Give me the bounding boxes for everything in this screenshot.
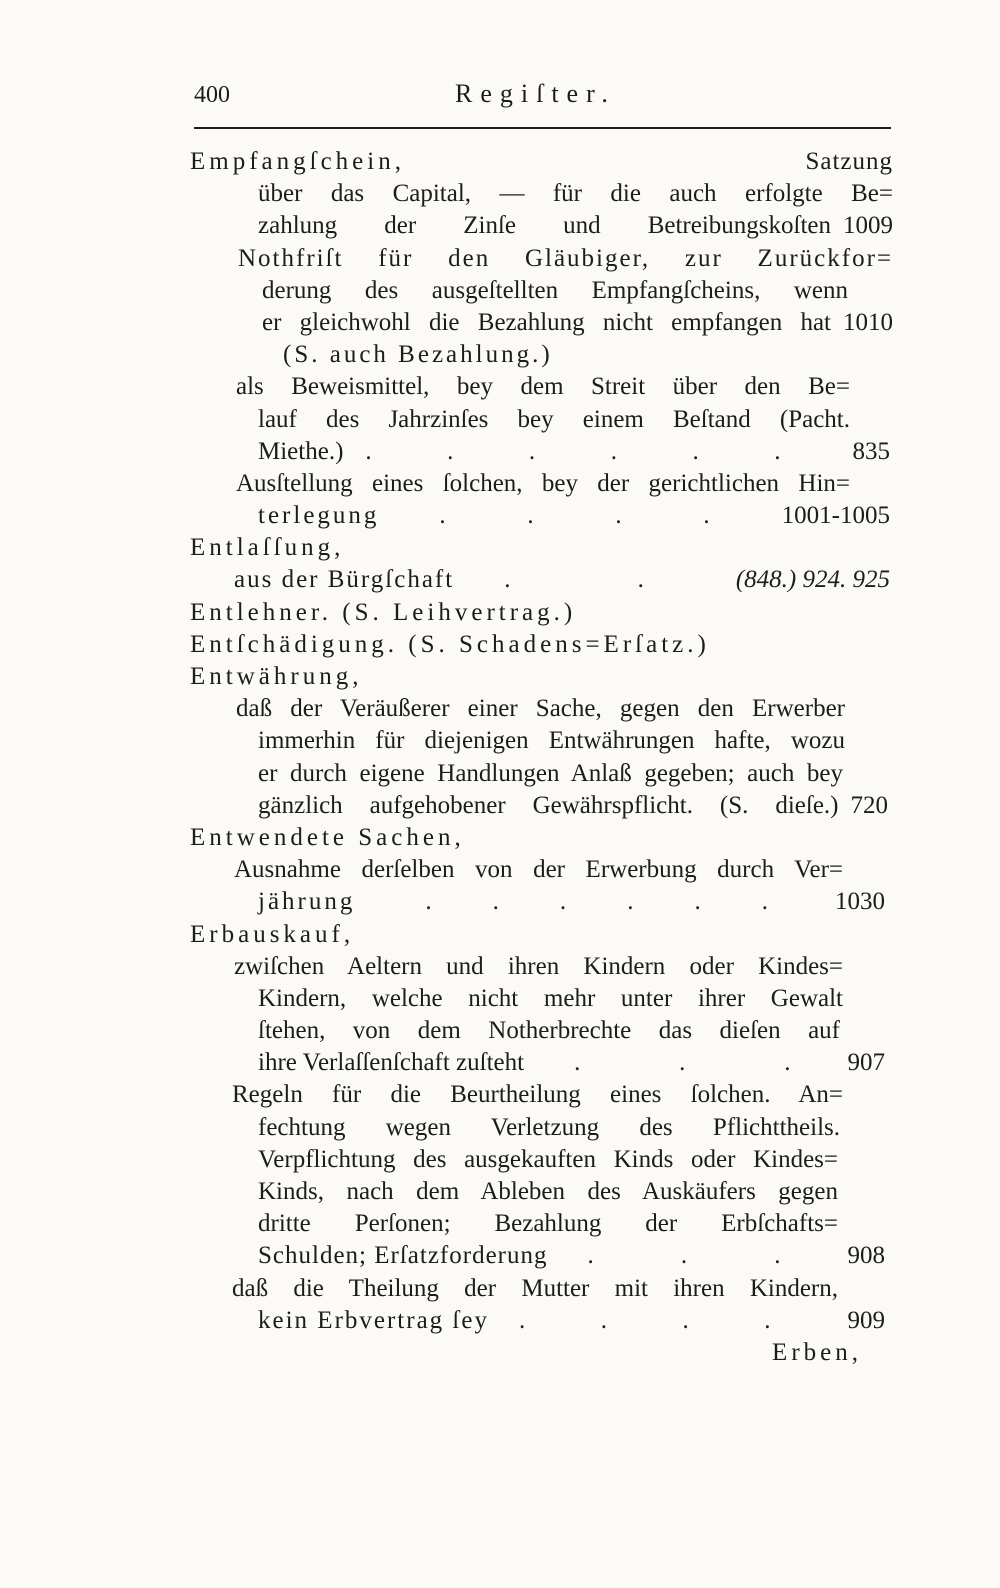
index-line-text: kein Erbvertrag ſey bbox=[258, 1306, 489, 1334]
index-line bbox=[258, 1144, 838, 1176]
index-line-text: immerhin für diejenigen Entwährungen hafte, wozu bbox=[258, 727, 845, 755]
index-line bbox=[236, 468, 850, 500]
dot-leader: . . . bbox=[587, 1242, 781, 1270]
index-subentry-start: Satzung bbox=[805, 148, 893, 175]
index-headword: Entſchädigung. (S. Schadens=Erſatz.) bbox=[190, 630, 710, 658]
index-line-text: dritte Perſonen; Bezahlung der Erbſchafts= bbox=[258, 1210, 838, 1238]
index-line-text: derung des ausgeſtellten Empfangſcheins, wenn bbox=[262, 276, 848, 304]
index-line bbox=[232, 1273, 838, 1305]
page-reference: (848.) 924. 925 bbox=[735, 566, 890, 594]
index-line bbox=[258, 725, 845, 757]
dot-leader: . . . . . . bbox=[365, 437, 781, 465]
index-line-text: er gleichwohl die Bezahlung nicht empfangen hat bbox=[262, 308, 831, 336]
index-line bbox=[236, 371, 850, 403]
register-entries bbox=[0, 146, 1000, 1369]
index-headword: Entwendete Sachen, bbox=[190, 823, 465, 851]
index-line-text: über das Capital, — für die auch erfolgte Be= bbox=[258, 180, 893, 208]
index-line-text: lauf des Jahrzinſes bey einem Beſtand (Pacht. bbox=[258, 405, 850, 433]
index-line-text: aus der Bürgſchaft bbox=[234, 566, 455, 594]
index-line-text: zahlung der Zinſe und Betreibungskoſten bbox=[258, 212, 831, 240]
index-line-text: Kinds, nach dem Ableben des Auskäufers gegen bbox=[258, 1178, 838, 1205]
page-reference: 1030 bbox=[835, 888, 885, 916]
index-line-text: terlegung bbox=[258, 502, 380, 530]
index-line bbox=[234, 854, 843, 886]
page-number: 400 bbox=[194, 82, 230, 108]
index-line bbox=[258, 210, 893, 242]
dot-leader: . . . . . . bbox=[425, 888, 768, 916]
index-line bbox=[262, 307, 893, 339]
page-reference: 835 bbox=[852, 437, 890, 465]
index-headword: Erbauskauf, bbox=[190, 920, 355, 948]
index-line bbox=[238, 243, 893, 275]
index-line bbox=[258, 1208, 838, 1240]
index-line-text: Miethe.) bbox=[258, 437, 344, 465]
index-line bbox=[258, 1305, 885, 1337]
dot-leader: . . . bbox=[574, 1049, 791, 1077]
index-line-text: daß die Theilung der Mutter mit ihren Kindern, bbox=[232, 1274, 838, 1302]
cross-reference-line bbox=[283, 339, 683, 371]
index-line bbox=[258, 436, 890, 468]
page-reference: 909 bbox=[847, 1306, 885, 1334]
index-headword-line bbox=[190, 661, 590, 693]
index-line bbox=[258, 1240, 885, 1272]
index-headword-line bbox=[190, 822, 590, 854]
index-line bbox=[258, 1015, 840, 1047]
cross-reference: (S. auch Bezahlung.) bbox=[283, 341, 553, 369]
index-line-text: Nothfriſt für den Gläubiger, zur Zurückfor= bbox=[238, 244, 893, 272]
index-line-text: ſtehen, von dem Notherbrechte das dieſen auf bbox=[258, 1017, 840, 1045]
index-line bbox=[258, 758, 843, 790]
index-line-text: als Beweismittel, bey dem Streit über den Be= bbox=[236, 373, 850, 401]
index-headword-line bbox=[190, 532, 590, 564]
catchword: Erben, bbox=[772, 1338, 862, 1366]
page-reference: 908 bbox=[847, 1242, 885, 1270]
index-line bbox=[262, 275, 848, 307]
index-headword-line bbox=[190, 597, 790, 629]
index-line bbox=[234, 564, 890, 596]
index-line-text: Verpflichtung des ausgekauften Kinds oder Kindes= bbox=[258, 1145, 838, 1173]
index-line-text: er durch eigene Handlungen Anlaß gegeben; auch bey bbox=[258, 759, 843, 787]
index-headword-line bbox=[190, 629, 840, 661]
index-headword: Entwährung, bbox=[190, 663, 363, 690]
index-line bbox=[236, 693, 845, 725]
index-headword: Entlehner. (S. Leihvertrag.) bbox=[190, 598, 577, 626]
page-reference: 720 bbox=[850, 791, 888, 819]
index-line bbox=[258, 886, 885, 918]
index-line-text: Regeln für die Beurtheilung eines ſolchen. An= bbox=[232, 1081, 843, 1109]
running-title: Regiſter. bbox=[455, 79, 616, 108]
index-line-text: daß der Veräußerer einer Sache, gegen den Erwerber bbox=[236, 695, 845, 723]
index-headword: Entlaſſung, bbox=[190, 534, 345, 562]
index-line-text: Kindern, welche nicht mehr unter ihrer Gewalt bbox=[258, 984, 843, 1012]
index-line bbox=[234, 951, 843, 983]
index-line bbox=[258, 500, 890, 532]
index-line bbox=[258, 790, 888, 822]
index-line bbox=[258, 983, 843, 1015]
index-line bbox=[232, 1079, 843, 1111]
page-reference: 1001-1005 bbox=[781, 502, 890, 530]
dot-leader: . . . . bbox=[518, 1306, 771, 1334]
index-line-text: fechtung wegen Verletzung des Pflichttheils. bbox=[258, 1113, 840, 1141]
dot-leader: . . . . bbox=[439, 502, 710, 530]
index-headword-line bbox=[190, 146, 893, 178]
header-rule bbox=[194, 127, 891, 129]
index-line-text: Ausnahme derſelben von der Erwerbung durch Ver= bbox=[234, 856, 843, 884]
index-line-text: Schulden; Erſatzforderung bbox=[258, 1242, 548, 1270]
page-reference: 1009 bbox=[843, 212, 893, 240]
index-line-text: zwiſchen Aeltern und ihren Kindern oder Kindes= bbox=[234, 952, 843, 980]
dot-leader: . . bbox=[504, 566, 644, 594]
index-line bbox=[258, 404, 850, 436]
index-line bbox=[258, 1112, 840, 1144]
index-line-text: Ausſtellung eines ſolchen, bey der gerichtlichen Hin= bbox=[236, 469, 850, 497]
index-line bbox=[258, 178, 893, 210]
index-line bbox=[258, 1176, 838, 1208]
index-line-text: ihre Verlaſſenſchaft zuſteht bbox=[258, 1049, 525, 1077]
index-headword-line bbox=[190, 919, 590, 951]
catchword-line bbox=[190, 1337, 862, 1369]
page-reference: 1010 bbox=[843, 308, 893, 336]
index-line-text: jährung bbox=[258, 888, 356, 916]
index-line-text: gänzlich aufgehobener Gewährspflicht. (S. dieſe.) bbox=[258, 791, 839, 819]
index-line bbox=[258, 1047, 885, 1079]
page-reference: 907 bbox=[847, 1049, 885, 1077]
index-headword: Empfangſchein, bbox=[190, 148, 405, 175]
